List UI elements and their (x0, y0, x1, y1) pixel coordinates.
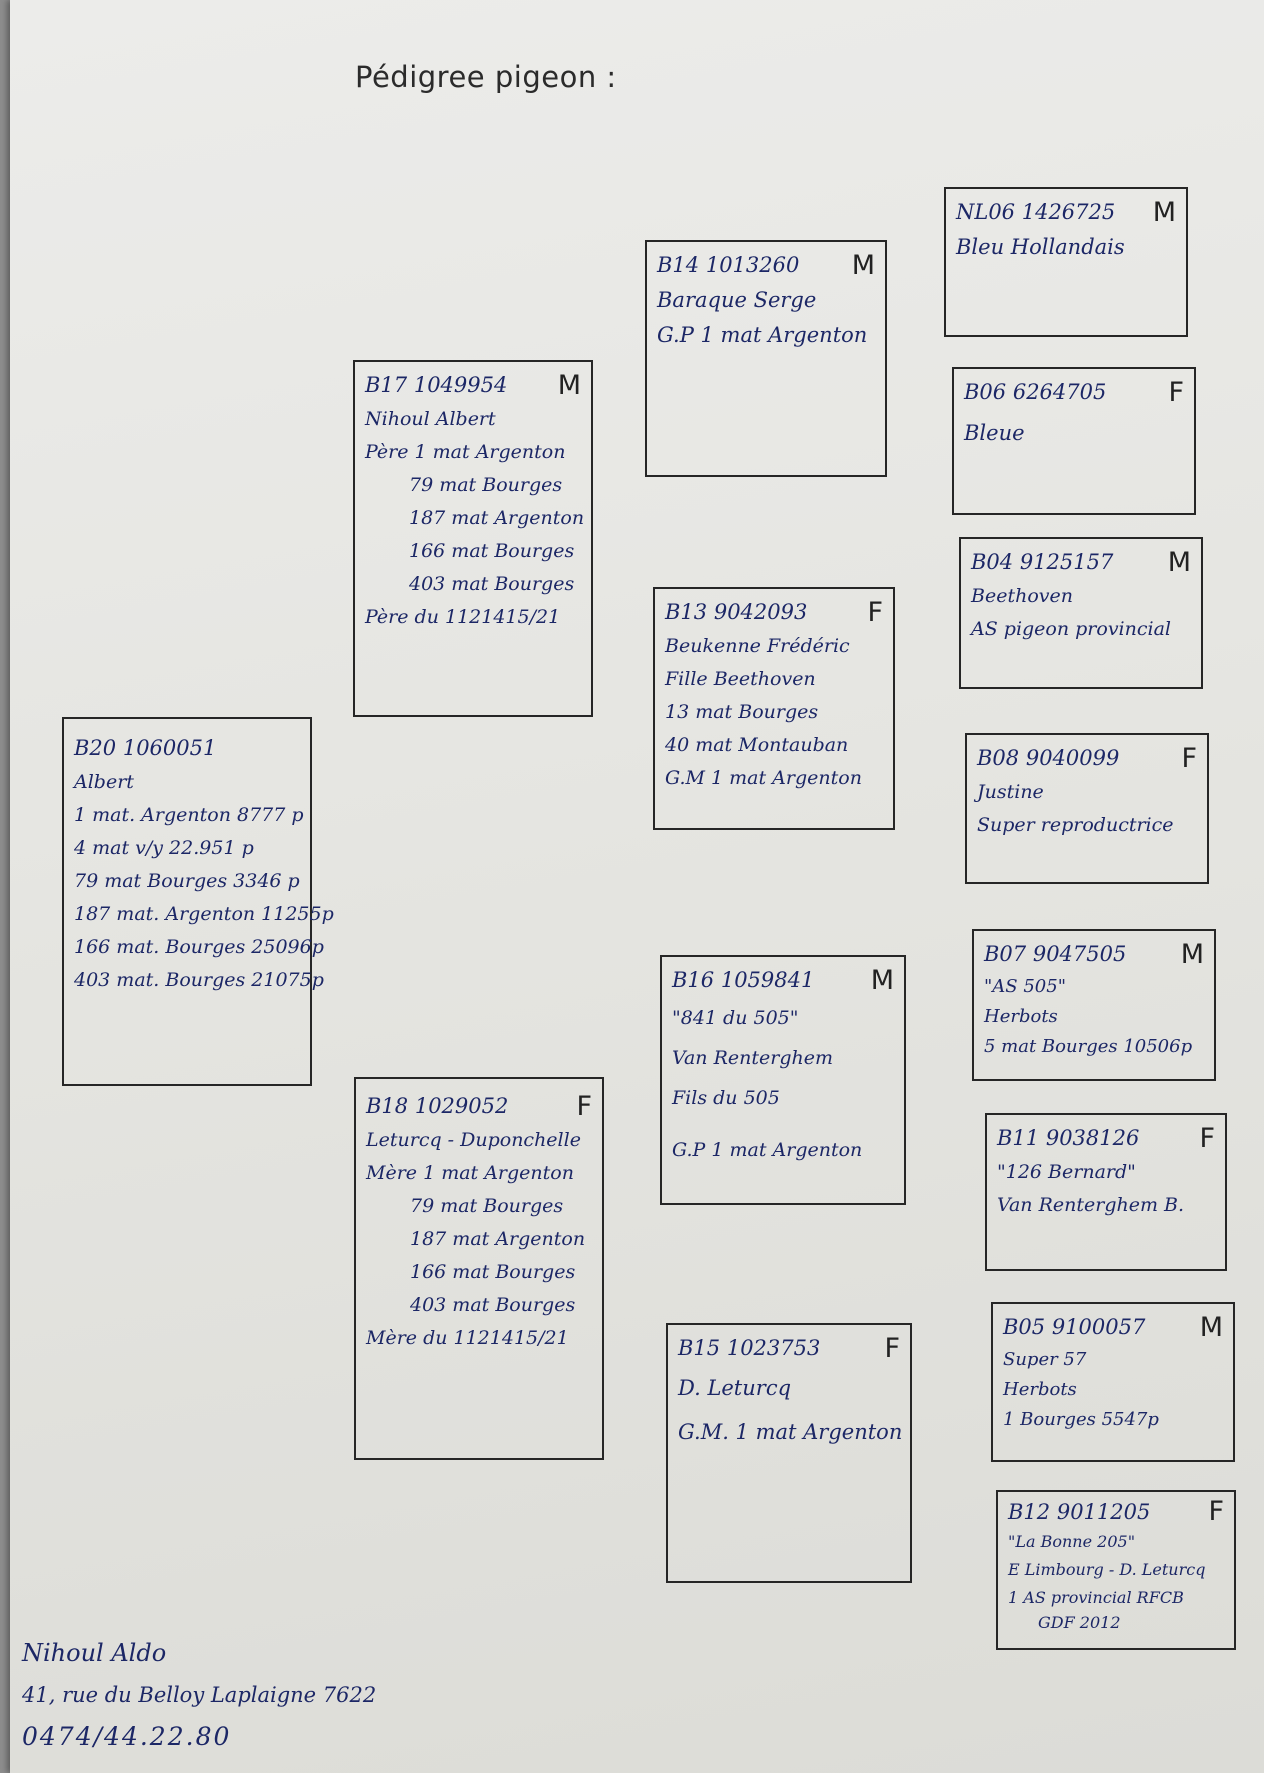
gg-line: Herbots (1003, 1379, 1077, 1400)
pigeon-card-paternal-grandfather (645, 240, 887, 477)
fm-line: Beukenne Frédéric (665, 635, 850, 657)
mother-line: 166 mat Bourges (410, 1261, 576, 1283)
ring-number: B15 1023753 (678, 1336, 821, 1360)
fm-line: Fille Beethoven (665, 668, 816, 690)
mf-line: Van Renterghem (672, 1047, 833, 1069)
gg-line: 1 Bourges 5547p (1003, 1409, 1159, 1430)
pigeon-card-great-grandparent (996, 1490, 1236, 1650)
pigeon-card-great-grandparent (944, 187, 1188, 337)
father-line: Père du 1121415/21 (365, 606, 561, 628)
pigeon-card-paternal-grandmother (653, 587, 895, 830)
ring-number: B20 1060051 (74, 736, 217, 760)
father-line: 403 mat Bourges (409, 573, 575, 595)
sex-marker: M (1199, 1312, 1223, 1343)
subject-line: 79 mat Bourges 3346 p (74, 870, 300, 892)
breeder-info (22, 1632, 376, 1758)
father-line: 187 mat Argenton (409, 507, 585, 529)
ff-header (657, 248, 875, 283)
ff-line: G.P 1 mat Argenton (657, 323, 868, 347)
sex-marker: M (1152, 197, 1176, 228)
mm-line: G.M. 1 mat Argenton (678, 1420, 903, 1444)
ff-line: Baraque Serge (657, 288, 817, 312)
mother-line: 403 mat Bourges (410, 1294, 576, 1316)
pigeon-card-great-grandparent (972, 929, 1216, 1081)
gg-line: "126 Bernard" (997, 1161, 1136, 1183)
father-line: Père 1 mat Argenton (365, 441, 566, 463)
sex-marker: F (576, 1091, 592, 1122)
ring-number: B05 9100057 (1003, 1315, 1146, 1339)
mother-header (366, 1089, 592, 1124)
father-line: 79 mat Bourges (409, 474, 563, 496)
mother-line: Mère du 1121415/21 (366, 1327, 569, 1349)
mother-line: Leturcq - Duponchelle (366, 1129, 581, 1151)
mf-line: "841 du 505" (672, 1007, 799, 1029)
pigeon-card-great-grandparent (952, 367, 1196, 515)
subject-line: 4 mat v/y 22.951 p (74, 837, 254, 859)
sex-marker: F (884, 1333, 900, 1364)
mm-line: D. Leturcq (678, 1376, 792, 1400)
gg-header (977, 741, 1197, 776)
ring-number: B16 1059841 (672, 968, 815, 992)
sex-marker: M (1180, 939, 1204, 970)
subject-line: 166 mat. Bourges 25096p (74, 936, 324, 958)
breeder-phone: 0474/44.22.80 (22, 1722, 232, 1751)
subject-line: 187 mat. Argenton 11255p (74, 903, 334, 925)
ring-number: B07 9047505 (984, 942, 1127, 966)
mother-line: 187 mat Argenton (410, 1228, 586, 1250)
pigeon-card-great-grandparent (985, 1113, 1227, 1271)
pigeon-card-maternal-grandmother (666, 1323, 912, 1583)
father-line: Nihoul Albert (365, 408, 496, 430)
ring-number: B12 9011205 (1008, 1500, 1151, 1524)
mf-line: Fils du 505 (672, 1087, 780, 1109)
gg-line: E Limbourg - D. Leturcq (1008, 1560, 1206, 1579)
gg-line: AS pigeon provincial (971, 618, 1171, 640)
subject-line: 1 mat. Argenton 8777 p (74, 804, 304, 826)
gg-header (1008, 1496, 1224, 1528)
subject-line: 403 mat. Bourges 21075p (74, 969, 324, 991)
sex-marker: F (1208, 1496, 1224, 1527)
sex-marker: F (1199, 1123, 1215, 1154)
gg-line: "AS 505" (984, 976, 1066, 997)
pigeon-card-maternal-grandfather (660, 955, 906, 1205)
gg-header (956, 195, 1176, 230)
sex-marker: M (851, 250, 875, 281)
gg-line: Beethoven (971, 585, 1073, 607)
mm-header (678, 1331, 900, 1366)
ring-number: B14 1013260 (657, 253, 800, 277)
gg-header (1003, 1310, 1223, 1345)
gg-line: Super reproductrice (977, 814, 1174, 836)
gg-line: Bleue (964, 421, 1025, 445)
mf-header (672, 963, 894, 998)
paper-sheet (10, 0, 1264, 1773)
father-header (365, 368, 581, 403)
gg-line: 1 AS provincial RFCB (1008, 1588, 1184, 1607)
sex-marker: F (1181, 743, 1197, 774)
fm-line: 40 mat Montauban (665, 734, 849, 756)
gg-header (971, 545, 1191, 580)
gg-header (984, 937, 1204, 972)
fm-header (665, 595, 883, 630)
sex-marker: M (1167, 547, 1191, 578)
mother-line: 79 mat Bourges (410, 1195, 564, 1217)
pigeon-card-mother (354, 1077, 604, 1460)
ring-number: B04 9125157 (971, 550, 1114, 574)
ring-number: B11 9038126 (997, 1126, 1140, 1150)
sex-marker: F (1168, 377, 1184, 408)
mf-line: G.P 1 mat Argenton (672, 1139, 863, 1161)
gg-line: Bleu Hollandais (956, 235, 1125, 259)
subject-header (74, 731, 300, 766)
gg-header (997, 1121, 1215, 1156)
gg-line: 5 mat Bourges 10506p (984, 1036, 1193, 1057)
gg-line: "La Bonne 205" (1008, 1532, 1136, 1551)
ring-number: B13 9042093 (665, 600, 808, 624)
gg-line: Van Renterghem B. (997, 1194, 1185, 1216)
pigeon-card-great-grandparent (965, 733, 1209, 884)
breeder-address: 41, rue du Belloy Laplaigne 7622 (22, 1683, 377, 1707)
ring-number: B08 9040099 (977, 746, 1120, 770)
sex-marker: M (557, 370, 581, 401)
pigeon-card-subject (62, 717, 334, 1086)
sex-marker: M (870, 965, 894, 996)
pigeon-card-great-grandparent (959, 537, 1203, 689)
page-title: Pédigree pigeon : (355, 60, 617, 94)
pigeon-card-father (353, 360, 593, 717)
fm-line: 13 mat Bourges (665, 701, 819, 723)
mother-line: Mère 1 mat Argenton (366, 1162, 574, 1184)
pigeon-card-great-grandparent (991, 1302, 1235, 1462)
sex-marker: F (867, 597, 883, 628)
ring-number: B06 6264705 (964, 380, 1107, 404)
gg-line: GDF 2012 (1038, 1613, 1121, 1632)
breeder-name: Nihoul Aldo (22, 1639, 167, 1667)
gg-line: Super 57 (1003, 1349, 1087, 1370)
gg-line: Herbots (984, 1006, 1058, 1027)
fm-line: G.M 1 mat Argenton (665, 767, 862, 789)
subject-line: Albert (74, 771, 134, 793)
father-line: 166 mat Bourges (409, 540, 575, 562)
ring-number: B18 1029052 (366, 1094, 509, 1118)
gg-line: Justine (977, 781, 1044, 803)
ring-number: NL06 1426725 (956, 200, 1116, 224)
gg-header (964, 375, 1184, 410)
ring-number: B17 1049954 (365, 373, 508, 397)
